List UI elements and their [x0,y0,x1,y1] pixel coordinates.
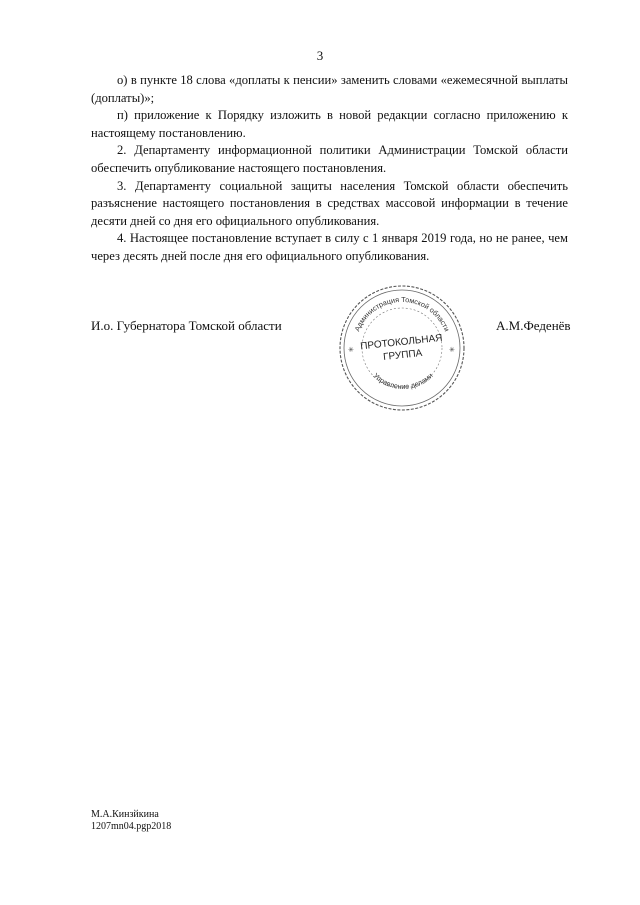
paragraph-2: 2. Департаменту информационной политики Администрации Томской области обеспечить опубликование настоящего постановления. [91,143,568,175]
stamp-star-right-icon: ✳ [449,346,455,354]
paragraph-3: 3. Департаменту социальной защиты населения Томской области обеспечить разъяснение настоящего постановления в средствах массовой информации в течение десяти дней со дня его официального опубликования. [91,178,568,228]
paragraph-o: о) в пункте 18 слова «доплаты к пенсии» заменить словами «ежемесячной выплаты (доплаты)»; [91,73,568,105]
stamp-center-line2: ГРУППА [382,347,423,363]
footer-author: М.А.Кинзйкина [91,809,159,820]
official-stamp [336,282,468,414]
document-body [91,72,568,266]
stamp-ring-text: Администрация Томской области [352,294,452,333]
footer [91,809,171,833]
svg-text:Администрация Томской области [352,295,451,333]
stamp-center-line1: ПРОТОКОЛЬНАЯ [359,332,444,353]
stamp-star-left-icon: ✳ [348,346,354,354]
footer-doc-code: 1207mn04.pgp2018 [91,821,172,832]
paragraph-4: 4. Настоящее постановление вступает в силу с 1 января 2019 года, но не ранее, чем через десять дней после дня его официального опубликования. [91,231,568,263]
paragraph-p: п) приложение к Порядку изложить в новой редакции согласно приложению к настоящему постановлению. [91,108,568,140]
page-number: 3 [316,48,324,63]
stamp-bottom-text: Управление делами [371,371,435,391]
signatory-position: И.о. Губернатора Томской области [91,318,282,333]
svg-text:Управление делами [371,371,434,391]
signatory-name: А.М.Феденёв [496,318,571,333]
